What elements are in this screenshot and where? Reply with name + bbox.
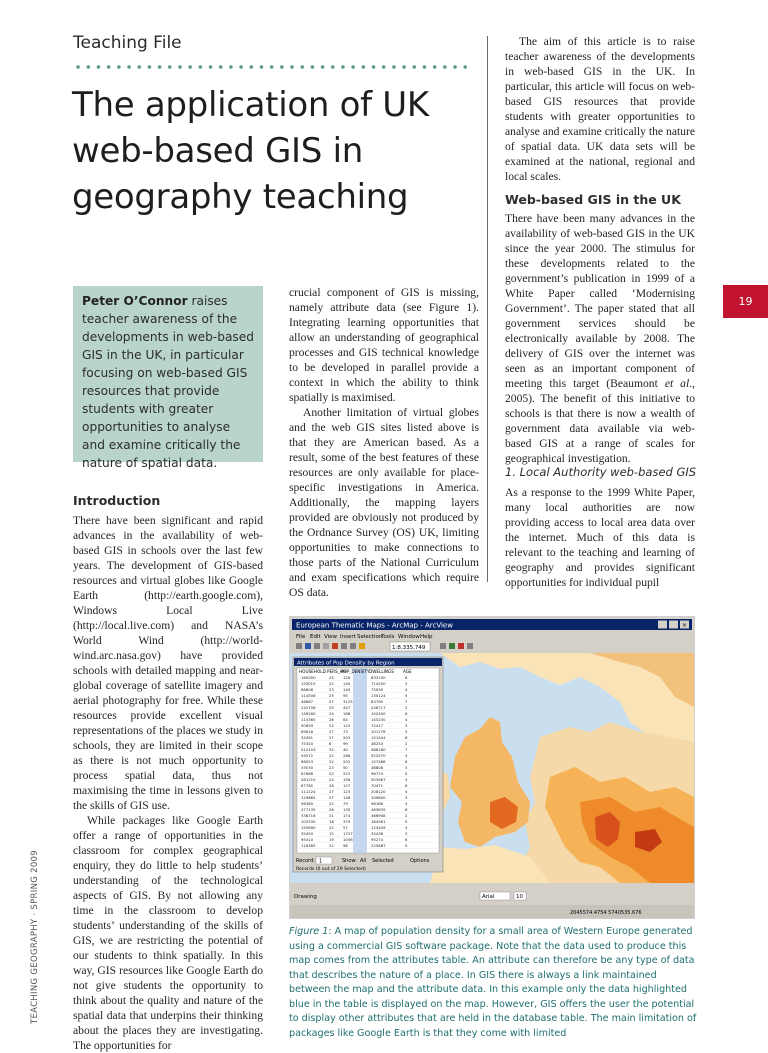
dotted-rule [73,62,473,72]
table-cell[interactable]: 512103 [301,747,316,752]
table-cell[interactable]: 114506 [301,693,316,698]
table-cell[interactable]: 338716 [301,813,316,818]
table-cell[interactable]: 135 [343,807,351,812]
table-cell[interactable]: 379 [343,819,351,824]
table-cell[interactable]: 115365 [301,717,316,722]
table-cell[interactable]: 89818 [301,729,314,734]
table-cell[interactable]: 22 [329,753,334,758]
col3-intro-paragraph: The aim of this article is to raise teacher awareness of the developments in web-based GIS in the UK. In particular, this article will focus on web-based GIS resources that provide students with greater opportunities to analyse and examine critically the nature of spatial data. UK data sets will be examined at the national, regional and local scales. [505,35,695,183]
table-cell[interactable]: 67785 [301,783,314,788]
table-cell[interactable]: 202 [343,759,351,764]
table-cell[interactable]: 128 [343,675,351,680]
table-cell[interactable]: 123 [343,789,351,794]
drawing-menu[interactable]: Drawing [294,894,317,900]
table-cell[interactable]: 66806 [301,687,314,692]
table-cell[interactable]: 225687 [371,843,386,848]
table-cell[interactable]: 122 [343,723,351,728]
menu-edit[interactable]: Edit [310,634,321,640]
svg-text:×: × [682,622,688,629]
table-cell[interactable]: 99 [343,741,348,746]
table-cell[interactable]: 48254 [371,741,384,746]
table-cell[interactable]: 2 [405,813,408,818]
menu-tools[interactable]: Tools [381,634,395,640]
table-cell[interactable]: 50659 [301,723,314,728]
table-cell[interactable]: 86053 [301,759,314,764]
table-cell[interactable]: 503967 [371,777,386,782]
table-cell[interactable]: 24 [329,777,334,782]
table-cell[interactable]: 27 [329,789,334,794]
col2-paragraph-1: crucial component of GIS is missing, namely attribute data (see Figure 1). Integrating learning opportunities that allow an understanding of geographical processes and GIS technical knowledge to be developed in parallel provide a context in which the ability to think spatially is maximised. [289,286,479,404]
window-title: European Thematic Maps - ArcMap - ArcView [296,621,453,630]
table-cell[interactable]: 46667 [301,699,314,704]
options-button[interactable]: Options [410,858,430,864]
table-cell[interactable]: 57 [343,825,348,830]
table-cell[interactable]: 15 [329,831,334,836]
table-cell[interactable]: 21 [329,813,334,818]
title-line-1: The application of UK [72,85,429,125]
table-cell[interactable]: 7 [405,699,408,704]
table-cell[interactable]: 149260 [301,711,316,716]
table-cell[interactable]: 714250 [371,681,386,686]
table-cell[interactable]: 34361 [301,735,314,740]
caption-label: Figure 1 [289,926,329,937]
column-divider [487,36,488,582]
table-cell[interactable]: 25 [329,675,334,680]
window-controls [658,621,689,630]
table-cell[interactable]: 6 [405,807,408,812]
table-cell[interactable]: 27 [329,735,334,740]
column-1-body [73,513,263,1053]
table-cell[interactable]: 7 [405,747,408,752]
table-cell[interactable]: 24 [329,711,334,716]
table-header-cell[interactable]: AGE [403,669,412,674]
col2-paragraph-2: Another limitation of virtual globes and the web GIS sites listed above is that they are American based. As a result, some of the best features of these resources are only available for place-specific investigations in America. Additionally, the mapping layers provided are obviously not produced by the Ordnance Survey (OS) UK, limiting opportunities to make connections to those parts of the National Curriculum and exam specifications which require OS data. [289,406,479,599]
table-cell[interactable]: 5 [405,819,408,824]
title-line-2: web-based GIS in [72,131,363,171]
record-input[interactable]: 1 [319,858,323,865]
table-cell[interactable]: 102450 [371,711,386,716]
table-cell[interactable]: 153015 [301,681,316,686]
table-cell[interactable]: 22 [329,801,334,806]
table-cell[interactable]: 96360 [301,801,314,806]
menu-bar [296,634,433,640]
caption-text: : A map of population density for a small area of Western Europe generated using a commercial GIS software package. Note that the data used to produce this map comes from the attributes table. An attribute can therefore be any type of data that describes the nature of a place. In GIS there is always a link maintained between the map and the attribute data. In this example only the data highlighted blue in the table is displayed on the map. However, GIS offers the user the potential to display other attributes that are held in the database table. The main limitation of packages like Google Earth is that they come with limited [289,926,697,1039]
article-title [72,82,472,220]
table-cell[interactable]: 22 [329,723,334,728]
table-cell[interactable]: 6 [405,675,408,680]
table-cell[interactable]: 73 [343,729,348,734]
table-cell[interactable]: 3125 [343,699,353,704]
table-cell[interactable]: 83790 [371,699,384,704]
heading-web-gis-uk: Web-based GIS in the UK [505,192,681,207]
standfirst-text: raises teacher awareness of the developments in web-based GIS in the UK, in particular focusing on web-based GIS resources that provide students with greater opportunities to analyse and examine critically the nature of spatial data. [82,294,254,470]
table-cell[interactable]: 3 [405,723,408,728]
table-cell[interactable]: 25 [329,705,334,710]
table-cell[interactable]: 19 [329,837,334,842]
column-3-webgis [505,211,695,466]
table-header-cell[interactable]: PERS_HH [327,669,347,674]
table-cell[interactable]: 22 [329,681,334,686]
subheading-local-authority: 1. Local Authority web-based GIS [505,465,697,479]
table-cell[interactable]: 26 [329,717,334,722]
table-cell[interactable]: 3 [405,831,408,836]
table-cell[interactable]: 488180 [371,747,386,752]
menu-window[interactable]: Window [398,634,420,640]
table-cell[interactable]: 101176 [371,729,386,734]
status-coordinates: 2045574.4754 5740535.676 [570,910,642,916]
table-cell[interactable]: 129865 [301,795,316,800]
table-cell[interactable]: 483839 [371,807,386,812]
table-cell[interactable]: 22 [329,759,334,764]
scale-box[interactable]: 1:8,335,749 [392,645,426,651]
menu-file[interactable]: File [296,634,306,640]
menu-view[interactable]: View [324,634,338,640]
table-cell[interactable]: 149 [343,687,351,692]
table-cell[interactable]: 26 [329,783,334,788]
intro-heading: Introduction [73,493,161,508]
vertical-footer: TEACHING GEOGRAPHY · SPRING 2009 [30,850,40,1024]
table-cell[interactable]: 466908 [371,813,386,818]
column-3-local-authority [505,485,695,590]
section-label: Teaching File [73,33,182,53]
table-cell[interactable]: 25 [329,693,334,698]
table-cell[interactable]: 266 [343,753,351,758]
table-cell[interactable]: 50 [343,765,348,770]
table-cell[interactable]: 6 [405,783,408,788]
table-cell[interactable]: 23 [329,765,334,770]
table-cell[interactable]: 155690 [301,825,316,830]
table-cell[interactable]: 109800 [371,795,386,800]
table-cell[interactable]: 95274 [371,837,384,842]
table-cell[interactable]: 203 [343,735,351,740]
table-cell[interactable]: 18 [329,819,334,824]
table-cell[interactable]: 72417 [371,723,384,728]
table-cell[interactable]: 84 [343,717,348,722]
column-2-body [289,285,479,600]
table-cell[interactable]: 48808 [371,765,384,770]
font-select[interactable]: Arial [482,894,495,900]
standfirst-box [73,286,263,470]
table-cell[interactable]: 67668 [301,771,314,776]
table-cell[interactable]: 4 [405,777,408,782]
table-cell[interactable]: 111124 [301,789,316,794]
table-cell[interactable]: 6 [405,837,408,842]
table-cell[interactable]: 5 [405,843,408,848]
table-cell[interactable]: 4 [405,717,408,722]
menu-help[interactable]: Help [420,634,433,640]
show-all-button[interactable]: All [360,858,367,864]
table-cell[interactable]: 1727 [343,831,353,836]
page-number-tab: 19 [723,285,768,318]
column-3-intro [505,34,695,184]
table-cell[interactable]: 54572 [301,753,314,758]
table-cell[interactable]: 75930 [371,687,384,692]
col3-webgis-paragraph: There have been many advances in the availability of web-based GIS in the UK since the year 2000. The stimulus for these developments related to the government’s publication in 1999 of a White Paper called ‘Modernising Government’. The paper stated that all government services should be electronically available by 2008. The delivery of GIS over the internet was seen as an important component of meeting this target (Beaumont et al., 2005). The benefit of this initiative to schools is that there is now a wealth of government data available via web-based GIS at a range of scales for geographical investigation. [505,212,695,465]
table-cell[interactable]: 127 [343,783,351,788]
table-cell[interactable]: 27 [329,729,334,734]
table-cell[interactable]: 79 [343,801,348,806]
table-cell[interactable]: 148 [343,795,351,800]
table-cell[interactable]: 158 [343,777,351,782]
table-cell[interactable]: 5 [405,729,408,734]
table-cell[interactable]: 95 [343,693,348,698]
table-cell[interactable]: 4 [405,825,408,830]
table-header-cell[interactable]: DWELLINGS [369,669,394,674]
standfirst-author: Peter O’Connor [82,294,188,308]
table-cell[interactable]: 5 [405,693,408,698]
table-cell[interactable]: 5 [405,771,408,776]
table-cell[interactable]: 184561 [371,819,386,824]
table-cell[interactable]: 3 [405,795,408,800]
table-cell[interactable]: 208120 [371,789,386,794]
table-cell[interactable]: 98186 [371,801,384,806]
table-cell[interactable]: 98 [343,843,348,848]
table-cell[interactable]: 174 [343,813,351,818]
table-cell[interactable]: 6 [329,741,332,746]
table-cell[interactable]: 6 [405,735,408,740]
table-cell[interactable]: 281210 [301,777,316,782]
table-cell[interactable]: 101444 [371,735,386,740]
table-cell[interactable]: 6 [405,759,408,764]
table-cell[interactable]: 40 [343,747,348,752]
table-cell[interactable]: 4 [405,753,408,758]
table-cell[interactable]: 522570 [371,753,386,758]
table-cell[interactable]: 96774 [371,771,384,776]
table-cell[interactable]: 123409 [371,825,386,830]
font-size-select[interactable]: 10 [516,894,523,900]
table-cell[interactable]: 447 [343,705,351,710]
table-cell[interactable]: 107488 [371,759,386,764]
table-cell[interactable]: 2 [405,705,408,710]
table-cell[interactable]: 33030 [301,765,314,770]
table-cell[interactable]: 477135 [301,807,316,812]
menu-selection[interactable]: Selection [357,634,383,640]
table-cell[interactable]: 3 [405,765,408,770]
title-line-3: geography teaching [72,177,409,217]
col3-la-paragraph: As a response to the 1999 White Paper, many local authorities are now providing access to local area data over the internet. Much of this data is relevant to the teaching and learning of geography and provides significant opportunities for individual pupil [505,486,695,589]
table-cell[interactable]: 22 [329,771,334,776]
menu-insert[interactable]: Insert [340,634,356,640]
table-cell[interactable]: 166 [343,711,351,716]
table-cell[interactable]: 242706 [301,705,316,710]
table-cell[interactable]: 222 [343,771,351,776]
show-selected-button[interactable]: Selected [372,858,394,864]
table-cell[interactable]: 140 [343,681,351,686]
table-cell[interactable]: 22 [329,825,334,830]
table-header-cell[interactable]: HOUSEHOLD [299,669,326,674]
table-cell[interactable]: 116365 [301,843,316,848]
table-window-title: Attributes of Pop Density by Region [297,660,395,667]
show-label: Show: [342,858,357,864]
attributes-table-window [293,657,443,872]
table-cell[interactable]: 32 [329,747,334,752]
table-cell[interactable]: 130124 [371,693,386,698]
table-cell[interactable]: 160000 [301,675,316,680]
table-cell[interactable]: 27 [329,699,334,704]
table-cell[interactable]: 5 [405,789,408,794]
table-cell[interactable]: 26 [329,807,334,812]
table-cell[interactable]: 246717 [371,705,386,710]
table-cell[interactable]: 2 [405,741,408,746]
table-cell[interactable]: 145230 [371,717,386,722]
table-cell[interactable]: 23 [329,687,334,692]
table-cell[interactable]: 95410 [301,837,314,842]
record-label: Record: [296,858,315,864]
table-cell[interactable]: 4 [405,687,408,692]
col1-paragraph-1: There have been significant and rapid advances in the availability of web-based GIS in schools over the last few years. The development of GIS-based resources and virtual globes like Google Earth (http://earth.google.com), Windows Local Live (http://local.live.com) and NASA’s World Wind (http://world-wind.arc.nasa.gov) have provided schools with detailed mapping and near-global coverage of satellite imagery and aerial photography for free. While these resources provide excellent visual representations of the places we study in schools, they are limited in their scope as there is not much opportunity to process spatial data, thus not maximising the time in lessons given to the skills of GIS use. [73,514,263,812]
table-cell[interactable]: 833150 [371,675,386,680]
table-header-cell[interactable]: POP_DENSITY [341,669,370,674]
table-cell[interactable]: 70471 [371,783,384,788]
records-count: Records (0 out of 29 Selected) [296,867,366,872]
col1-paragraph-2: While packages like Google Earth offer a range of opportunities in the classroom for complex geographical enquiry, they do little to help students’ understanding of the technological aspects of GIS. By not allowing any time in the classroom to develop students’ understanding of the skills of GIS, we are restricting the potential of our students to think spatially. In this way, GIS resources like Google Earth do not give students the opportunity to think about the quality and nature of the spatial data that underpins their thinking about the places they are investigating. The opportunities for [73,814,263,1052]
table-cell[interactable]: 6 [405,711,408,716]
figure-1-screenshot [289,616,695,919]
table-cell[interactable]: 1056 [343,837,353,842]
table-cell[interactable]: 75320 [301,741,314,746]
table-cell[interactable]: 35450 [301,831,314,836]
table-cell[interactable]: 27 [329,795,334,800]
table-cell[interactable]: 4 [405,801,408,806]
table-cell[interactable]: 3 [405,681,408,686]
table-cell[interactable]: 34438 [371,831,384,836]
table-cell[interactable]: 103330 [301,819,316,824]
table-cell[interactable]: 22 [329,843,334,848]
